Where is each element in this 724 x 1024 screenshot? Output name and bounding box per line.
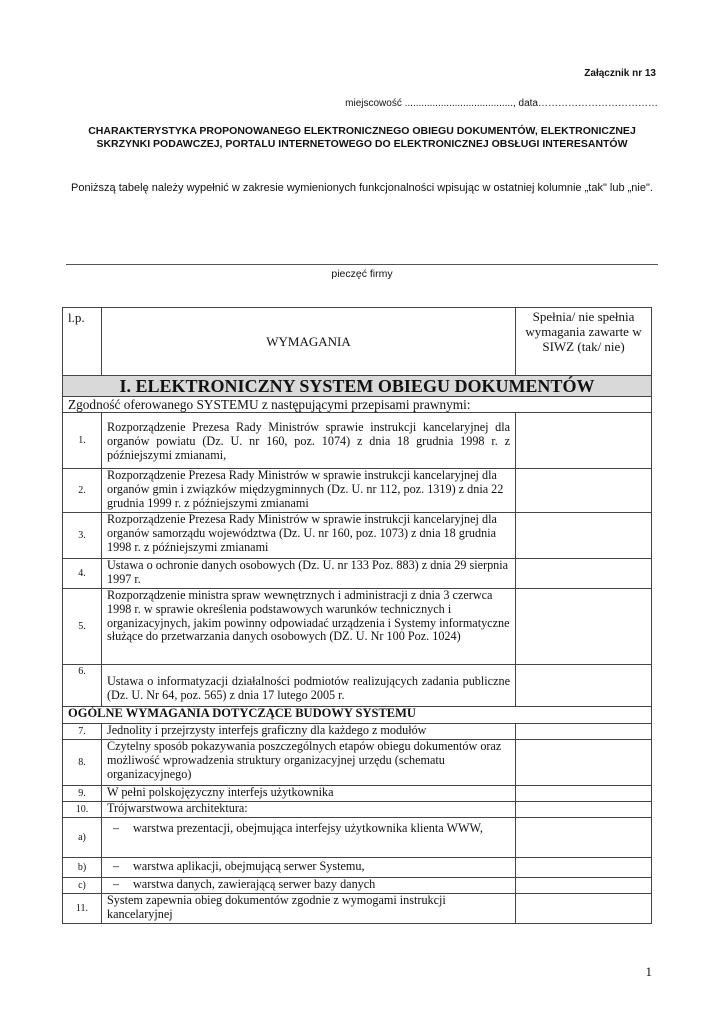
row-number: a) — [63, 818, 102, 858]
attachment-label: Załącznik nr 13 — [584, 68, 656, 79]
row-requirement — [102, 878, 516, 894]
table-row — [63, 413, 652, 469]
answer-cell[interactable] — [516, 894, 652, 924]
row-requirement: Czytelny sposób pokazywania poszczególnych etapów obiegu dokumentów oraz możliwość wprowadzenia struktury organizacyjnej urzędu (schematu organizacyjnego) — [102, 740, 516, 786]
header-lp: l.p. — [63, 308, 102, 376]
answer-cell[interactable] — [516, 724, 652, 740]
dash-bullet: – — [113, 859, 120, 873]
answer-cell[interactable] — [516, 858, 652, 878]
row-requirement: System zapewnia obieg dokumentów zgodnie z wymogami instrukcji kancelaryjnej — [102, 894, 516, 924]
row-number: 8. — [63, 740, 102, 786]
row-number: 7. — [63, 724, 102, 740]
row-number: 1. — [63, 413, 102, 469]
row-requirement: Rozporządzenie ministra spraw wewnętrznych i administracji z dnia 3 czerwca 1998 r. w sprawie określenia podstawowych warunków technicznych i organizacyjnych, jakim powinny odpowiadać urządzenia i Systemy informatyczne służące do przetwarzania danych osobowych (DZ. U. Nr 100 Poz. 1024) — [102, 589, 516, 665]
row-number: b) — [63, 858, 102, 878]
instruction-text: Poniższą tabelę należy wypełnić w zakresie wymienionych funkcjonalności wpisując w ostatniej kolumnie „tak" lub „nie". — [71, 182, 653, 194]
legal-intro: Zgodność oferowanego SYSTEMU z następującymi przepisami prawnymi: — [63, 397, 652, 413]
dash-bullet: – — [113, 877, 120, 891]
row-number: 11. — [63, 894, 102, 924]
row-number: 9. — [63, 786, 102, 802]
table-row — [63, 589, 652, 665]
stamp-signature-line — [66, 264, 658, 265]
table-row — [63, 894, 652, 924]
answer-cell[interactable] — [516, 786, 652, 802]
row-number: 4. — [63, 559, 102, 589]
row-requirement — [102, 818, 516, 858]
row-requirement — [102, 858, 516, 878]
place-date-line: miejscowość ......................................., data……………………………… — [345, 98, 658, 109]
table-row — [63, 665, 652, 707]
table-row — [63, 786, 652, 802]
table-row — [63, 878, 652, 894]
answer-cell[interactable] — [516, 413, 652, 469]
answer-cell[interactable] — [516, 802, 652, 818]
table-row — [63, 724, 652, 740]
row-requirement: Rozporządzenie Prezesa Rady Ministrów w sprawie instrukcji kancelaryjnej dla organów samorządu województwa (Dz. U. nr 160, poz. 1073) z dnia 18 grudnia 1998 r. z późniejszymi zmianami — [102, 513, 516, 559]
requirements-table — [62, 307, 652, 924]
answer-cell[interactable] — [516, 740, 652, 786]
row-number: 6. — [63, 665, 102, 707]
table-row — [63, 559, 652, 589]
row-requirement: Trójwarstwowa architektura: — [102, 802, 516, 818]
answer-cell[interactable] — [516, 469, 652, 513]
row-requirement: W pełni polskojęzyczny interfejs użytkownika — [102, 786, 516, 802]
row-requirement: Jednolity i przejrzysty interfejs graficzny dla każdego z modułów — [102, 724, 516, 740]
answer-cell[interactable] — [516, 559, 652, 589]
table-header-row — [63, 308, 652, 376]
table-row — [63, 802, 652, 818]
row-requirement: Ustawa o ochronie danych osobowych (Dz. U. nr 133 Poz. 883) z dnia 29 sierpnia 1997 r. — [102, 559, 516, 589]
answer-cell[interactable] — [516, 665, 652, 707]
row-number: 2. — [63, 469, 102, 513]
answer-cell[interactable] — [516, 589, 652, 665]
dash-bullet: – — [113, 821, 120, 835]
sub-requirement-text: warstwa prezentacji, obejmująca interfejsy użytkownika klienta WWW, — [133, 821, 483, 835]
document-title: CHARAKTERYSTYKA PROPONOWANEGO ELEKTRONICZNEGO OBIEGU DOKUMENTÓW, ELEKTRONICZNEJ SKRZYNKI PODAWCZEJ, PORTALU INTERNETOWEGO DO ELEKTRONICZNEJ OBSŁUGI INTERESANTÓW — [88, 125, 636, 150]
section-title: I. ELEKTRONICZNY SYSTEM OBIEGU DOKUMENTÓW — [63, 376, 652, 397]
table-row — [63, 740, 652, 786]
general-requirements-heading: OGÓLNE WYMAGANIA DOTYCZĄCE BUDOWY SYSTEMU — [63, 707, 652, 724]
sub-requirement-text: warstwa danych, zawierającą serwer bazy danych — [133, 877, 376, 891]
table-row — [63, 818, 652, 858]
header-requirements: WYMAGANIA — [102, 308, 516, 376]
page-number: 1 — [645, 964, 652, 979]
row-number: 5. — [63, 589, 102, 665]
stamp-label: pieczęć firmy — [331, 268, 393, 280]
sub-requirement-text: warstwa aplikacji, obejmującą serwer Systemu, — [133, 859, 365, 873]
row-number: c) — [63, 878, 102, 894]
table-row — [63, 513, 652, 559]
row-requirement: Rozporządzenie Prezesa Rady Ministrów w sprawie instrukcji kancelaryjnej dla organów gmin i związków międzygminnych (Dz. U. nr 112, poz. 1319) z dnia 22 grudnia 1999 r. z późniejszymi zmianami — [102, 469, 516, 513]
table-row — [63, 469, 652, 513]
header-fulfilled: Spełnia/ nie spełnia wymagania zawarte w SIWZ (tak/ nie) — [516, 308, 652, 376]
row-number: 10. — [63, 802, 102, 818]
row-requirement: Ustawa o informatyzacji działalności podmiotów realizujących zadania publiczne (Dz. U. Nr 64, poz. 565) z dnia 17 lutego 2005 r. — [102, 665, 516, 707]
answer-cell[interactable] — [516, 878, 652, 894]
row-number: 3. — [63, 513, 102, 559]
row-requirement: Rozporządzenie Prezesa Rady Ministrów sprawie instrukcji kancelaryjnej dla organów powiatu (Dz. U. nr 160, poz. 1074) z dnia 18 grudnia 1998 r. z późniejszymi zmianami, — [102, 413, 516, 469]
answer-cell[interactable] — [516, 513, 652, 559]
answer-cell[interactable] — [516, 818, 652, 858]
table-row — [63, 858, 652, 878]
